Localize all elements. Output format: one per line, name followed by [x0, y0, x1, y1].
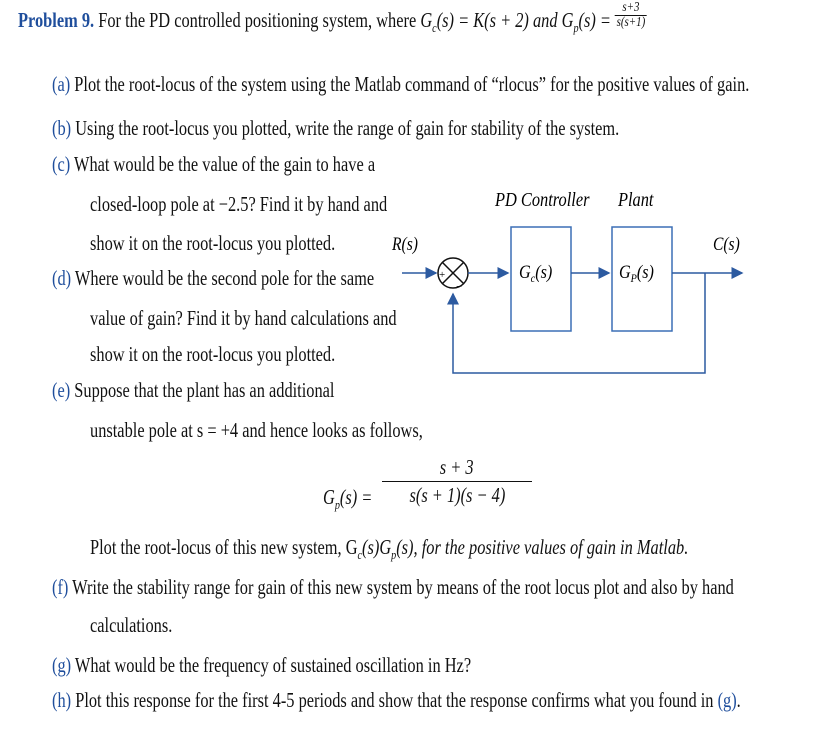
part-a-label: (a): [52, 72, 71, 96]
part-c-text-2: closed-loop pole at −2.5? Find it by hand and: [90, 192, 388, 216]
part-f-label: (f): [52, 575, 69, 599]
part-g: [52, 653, 589, 678]
part-f-text-2: calculations.: [90, 613, 173, 637]
gp-denominator: s(s+1): [616, 14, 646, 30]
gp-numerator: s+3: [615, 1, 647, 16]
part-e-label: (e): [52, 378, 71, 402]
summing-junction: [438, 258, 468, 293]
part-h-end: .: [736, 688, 741, 712]
part-a: [52, 72, 816, 97]
gc-subscript: c: [432, 20, 437, 36]
output-label: C(s): [713, 233, 740, 255]
part-c-label: (c): [52, 152, 71, 176]
part-c-text-1: What would be the value of the gain to have a: [73, 152, 376, 176]
part-f-line-2: [90, 613, 196, 638]
part-e-text-1: Suppose that the plant has an additional: [74, 378, 335, 402]
part-d-text-2: value of gain? Find it by hand calculations and: [90, 306, 397, 330]
controller-g: G: [519, 260, 531, 283]
gc-symbol: G: [420, 8, 433, 32]
e-eq-sub: p: [334, 497, 340, 513]
plant-block: [612, 227, 672, 331]
controller-tail: (s): [535, 260, 553, 283]
part-h-label: (h): [52, 688, 72, 712]
gc-rhs: (s) = K(s + 2) and: [436, 8, 558, 32]
gp-rhs: (s) =: [578, 8, 611, 32]
part-d-label: (d): [52, 266, 72, 290]
plant-label: Plant: [618, 188, 654, 211]
sum-plus: +: [439, 269, 446, 281]
part-h-ref: (g): [717, 688, 737, 712]
part-e: [52, 378, 414, 403]
part-c: [52, 152, 466, 177]
part-d-text-3: show it on the root-locus you plotted.: [90, 342, 336, 366]
problem-label: Problem 9.: [18, 8, 95, 32]
controller-block-text: [519, 261, 552, 285]
input-label: R(s): [392, 233, 418, 255]
problem-header: [18, 0, 816, 36]
part-c-line-3: [90, 231, 404, 256]
plant-block-text: [619, 261, 654, 285]
problem-intro: For the PD controlled positioning system, where: [98, 8, 417, 32]
part-d-line-3: [90, 342, 404, 367]
e-eq-numerator: s + 3: [440, 455, 474, 479]
gp-symbol: G: [561, 8, 574, 32]
sum-minus: −: [456, 281, 463, 293]
part-a-text: Plot the root-locus of the system using the Matlab command of “rlocus” for the positive values of gain.: [74, 72, 750, 96]
e-eq-den-wrap: [382, 482, 532, 508]
e-eq-rhs: (s) =: [339, 485, 373, 509]
part-e-line-2: [90, 418, 517, 443]
e-after-sub-1: c: [357, 547, 363, 563]
e-after-end: (s), for the positive values of gain in Matlab.: [396, 535, 689, 559]
part-g-label: (g): [52, 653, 72, 677]
part-f-text-1: Write the stability range for gain of this new system by means of the root locus plot and also by hand: [72, 575, 734, 599]
gp-subscript: p: [573, 20, 579, 36]
part-h: [52, 688, 816, 713]
plant-sub: P: [630, 272, 637, 286]
part-f: [52, 575, 816, 600]
part-b-label: (b): [52, 116, 72, 140]
plant-g: G: [619, 260, 631, 283]
part-h-text: Plot this response for the first 4-5 periods and show that the response confirms what you found in: [75, 688, 714, 712]
e-equation-lhs: [323, 485, 386, 513]
part-e-after: [90, 535, 816, 563]
e-equation-fraction: [382, 455, 532, 508]
controller-sub: c: [530, 272, 536, 286]
part-g-text: What would be the frequency of sustained oscillation in Hz?: [74, 653, 472, 677]
part-b: [52, 116, 779, 141]
part-b-text: Using the root-locus you plotted, write the range of gain for stability of the system.: [75, 116, 620, 140]
e-after-text: Plot the root-locus of this new system, G: [90, 535, 358, 559]
controller-block: [511, 227, 571, 331]
plant-tail: (s): [636, 260, 654, 283]
part-e-text-2: unstable pole at s = +4 and hence looks as follows,: [90, 418, 423, 442]
e-eq-denominator: s(s + 1)(s − 4): [409, 483, 505, 507]
part-d-text-1: Where would be the second pole for the same: [74, 266, 375, 290]
part-c-text-3: show it on the root-locus you plotted.: [90, 231, 336, 255]
e-eq-num-wrap: [382, 455, 532, 482]
e-after-mid: (s)G: [362, 535, 392, 559]
e-after-sub-2: p: [391, 547, 397, 563]
gp-fraction: [615, 1, 647, 30]
e-eq-g: G: [323, 485, 335, 509]
block-diagram: [380, 180, 760, 385]
pd-controller-label: PD Controller: [495, 188, 590, 211]
